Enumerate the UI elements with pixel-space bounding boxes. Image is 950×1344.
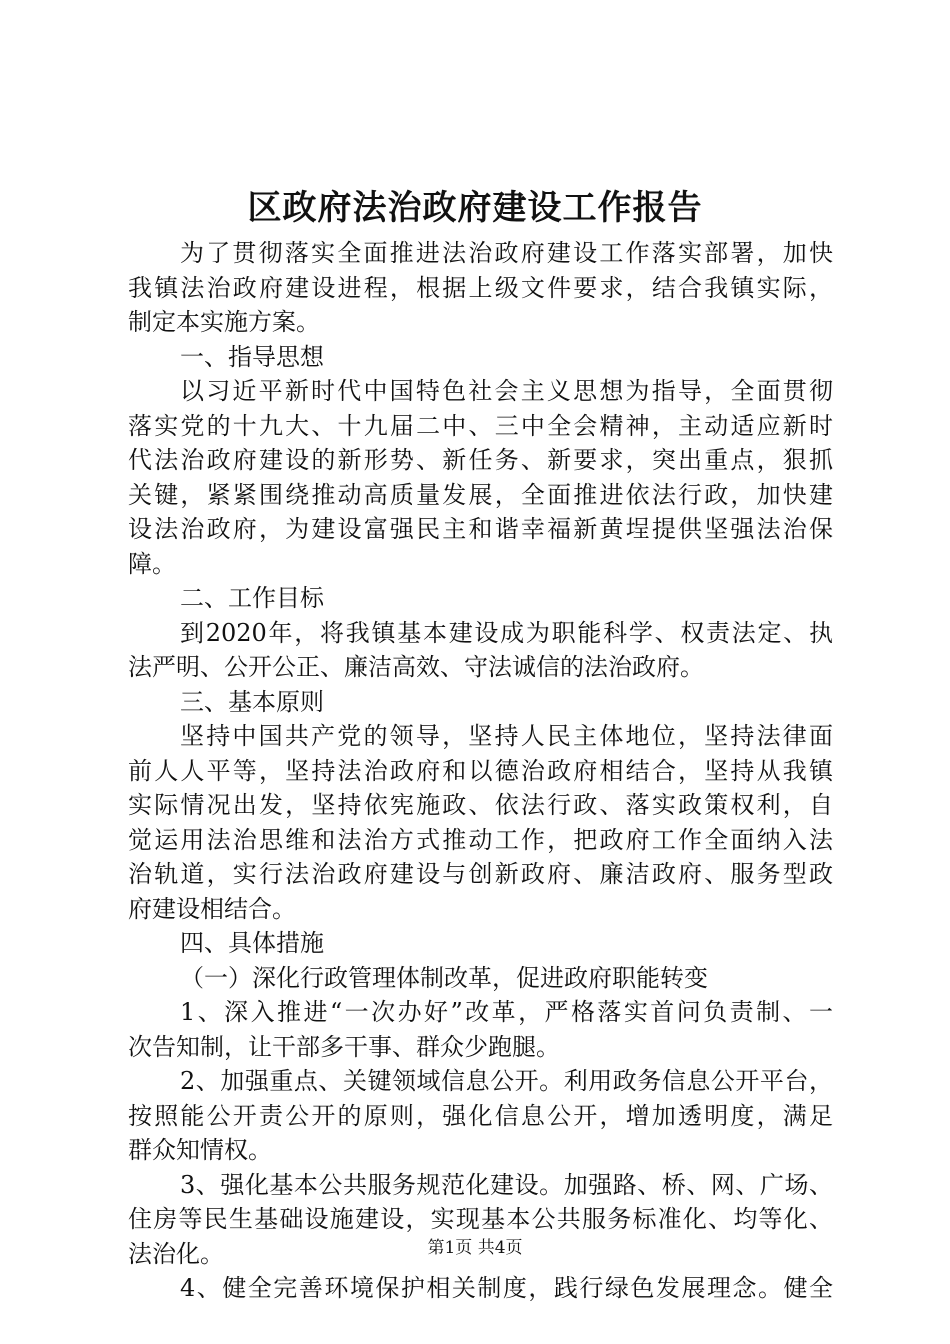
- text-line: 四、具体措施: [180, 929, 324, 957]
- text-line: 关键，紧紧围绕推动高质量发展，全面推进依法行政，加快建: [128, 480, 833, 509]
- text-line: （一）深化行政管理体制改革，促进政府职能转变: [180, 963, 708, 992]
- text-line: 实际情况出发，坚持依宪施政、依法行政、落实政策权利，自: [128, 791, 833, 819]
- text-line: 三、基本原则: [180, 687, 324, 716]
- text-line: 觉运用法治思维和法治方式推动工作，把政府工作全面纳入法: [128, 825, 833, 854]
- text-line: 以习近平新时代中国特色社会主义思想为指导，全面贯彻: [180, 377, 833, 405]
- text-line: 制定本实施方案。: [128, 308, 320, 336]
- text-line: 次告知制，让干部多干事、群众少跑腿。: [128, 1032, 560, 1061]
- text-line: 治轨道，实行法治政府建设与创新政府、廉洁政府、服务型政: [128, 860, 833, 888]
- document-title: 区政府法治政府建设工作报告: [247, 188, 703, 228]
- text-line: 一、指导思想: [180, 342, 324, 371]
- text-line: 1、深入推进“一次办好”改革，严格落实首问负责制、一: [180, 998, 833, 1026]
- text-line: 我镇法治政府建设进程，根据上级文件要求，结合我镇实际，: [128, 273, 833, 302]
- text-line: 为了贯彻落实全面推进法治政府建设工作落实部署，加快: [180, 239, 833, 267]
- text-line: 府建设相结合。: [128, 894, 296, 923]
- text-line: 按照能公开责公开的原则，强化信息公开，增加透明度，满足: [128, 1101, 833, 1130]
- text-line: 二、工作目标: [180, 584, 324, 612]
- document-body: [128, 236, 833, 1306]
- text-line: 法治化。: [128, 1239, 224, 1268]
- text-line: 4、健全完善环境保护相关制度，践行绿色发展理念。健全: [180, 1274, 833, 1302]
- text-line: 3、强化基本公共服务规范化建设。加强路、桥、网、广场、: [180, 1170, 833, 1199]
- text-line: 代法治政府建设的新形势、新任务、新要求，突出重点，狠抓: [128, 446, 833, 474]
- text-line: 坚持中国共产党的领导，坚持人民主体地位，坚持法律面: [180, 722, 833, 750]
- text-line: 落实党的十九大、十九届二中、三中全会精神，主动适应新时: [128, 411, 833, 440]
- text-line: 设法治政府，为建设富强民主和谐幸福新黄埕提供坚强法治保: [128, 515, 833, 543]
- text-line: 2、加强重点、关键领域信息公开。利用政务信息公开平台，: [180, 1067, 833, 1095]
- text-line: 前人人平等，坚持法治政府和以德治政府相结合，坚持从我镇: [128, 756, 833, 785]
- text-line: 障。: [128, 549, 176, 578]
- text-line: 群众知情权。: [128, 1136, 272, 1164]
- page-footer: 第1页 共4页: [427, 1238, 523, 1258]
- text-line: 到2020年，将我镇基本建设成为职能科学、权责法定、执: [180, 618, 833, 647]
- text-line: 住房等民生基础设施建设，实现基本公共服务标准化、均等化、: [128, 1205, 833, 1233]
- text-line: 法严明、公开公正、廉洁高效、守法诚信的法治政府。: [128, 653, 704, 681]
